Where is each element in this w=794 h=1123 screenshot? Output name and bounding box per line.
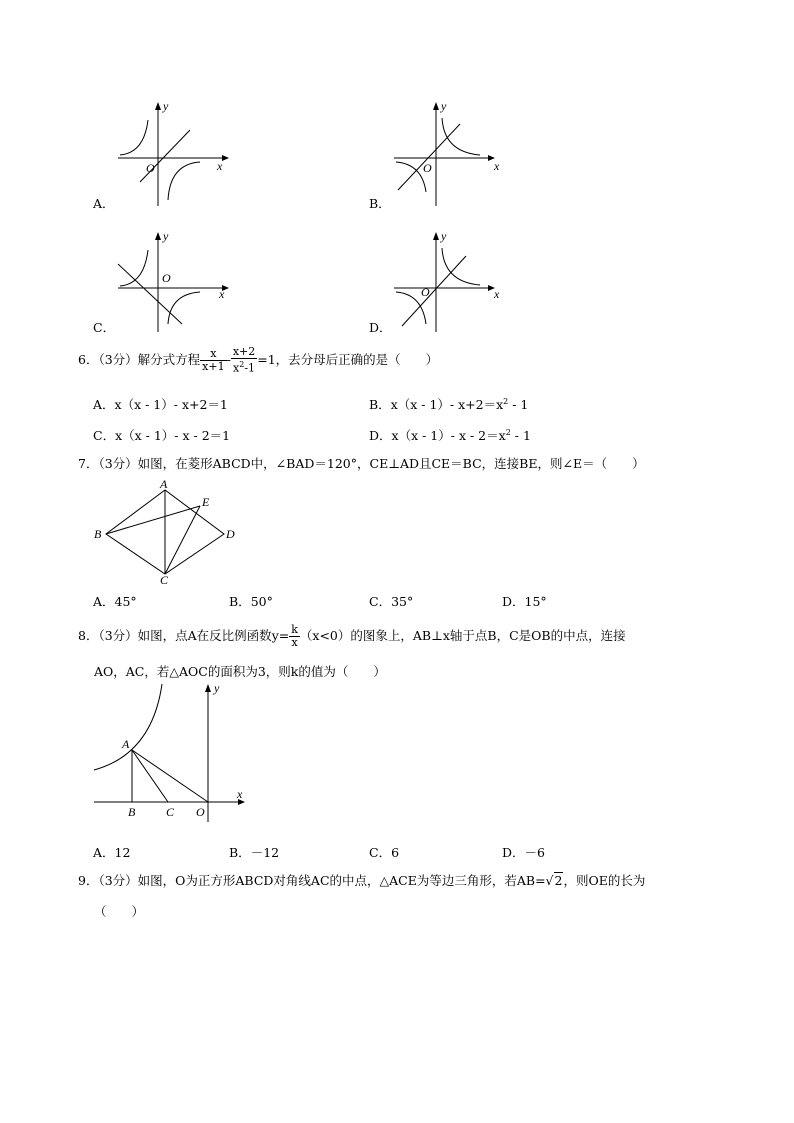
fraction-2: $\frac{x+2}{x^2-1}$: [232, 345, 256, 375]
y-axis-label: y: [163, 229, 169, 243]
hyperbola-figure: [90, 680, 255, 825]
q8-option-d[interactable]: D．－6: [502, 845, 545, 860]
point-c: C: [166, 805, 175, 819]
q6-option-b[interactable]: B．x（x - 1）- $x+2=x^2 - 1$: [369, 396, 529, 412]
option-c-label: C．: [93, 320, 116, 335]
point-b: B: [94, 527, 102, 541]
y-axis-label: y: [441, 229, 447, 243]
fraction-k-over-x: $\frac{k}{x}$: [291, 623, 298, 649]
origin-label: O: [196, 805, 205, 819]
point-a: A: [122, 737, 130, 751]
question-9-stem-line1: 9．（3分）如图，O为正方形ABCD对角线AC的中点，△ACE为等边三角形，若AB=√2，则OE的长为: [78, 873, 646, 888]
option-b-label: B．: [369, 196, 391, 211]
rhombus-figure: [90, 478, 240, 586]
origin-label: O: [423, 161, 432, 175]
x-axis-label: x: [494, 159, 500, 173]
q8-option-c[interactable]: C．6: [369, 845, 400, 860]
q6-option-c[interactable]: C．x（x - 1）- x - 2＝1: [93, 428, 231, 443]
q7-option-c[interactable]: C．35°: [369, 594, 414, 609]
origin-label: O: [162, 271, 171, 285]
origin-label: O: [421, 285, 430, 299]
q7-option-b[interactable]: B．50°: [229, 594, 273, 609]
q8-option-b[interactable]: B．－12: [229, 845, 280, 860]
point-c: C: [160, 573, 169, 586]
point-a: A: [160, 478, 168, 491]
origin-label: O: [146, 161, 155, 175]
y-axis-label: y: [214, 681, 220, 695]
q7-option-a[interactable]: A．45°: [93, 594, 137, 609]
option-d-label: D．: [369, 320, 392, 335]
y-axis-label: y: [163, 100, 169, 113]
q8-option-a[interactable]: A．12: [93, 845, 131, 860]
question-8-stem-line1: 8．（3分）如图，点A在反比例函数y= $\frac{k}{x}$ （x<0）的图象上，AB⊥x轴于点B，C是OB的中点，连接: [78, 623, 626, 649]
point-e: E: [202, 495, 210, 509]
sqrt-symbol: √: [545, 873, 554, 888]
x-axis-label: x: [219, 287, 225, 301]
x-axis-label: x: [217, 159, 223, 173]
x-axis-label: x: [237, 787, 243, 801]
y-axis-label: y: [441, 100, 447, 113]
point-b: B: [128, 805, 136, 819]
x-axis-label: x: [494, 287, 500, 301]
q7-option-d[interactable]: D．15°: [502, 594, 547, 609]
q6-option-a[interactable]: A．x（x - 1）- x+2＝1: [93, 397, 228, 412]
q6-option-d[interactable]: D．x（x - 1）- $x - 2=x^2 - 1$: [369, 427, 531, 443]
question-9-answer-blank: （ ）: [94, 904, 145, 919]
question-6-stem: 6．（3分）解分式方程 $\frac{x}{x+1}$ - $\frac{x+2}{x^2-1}$ =1，去分母后正确的是（ ）: [78, 345, 439, 375]
point-d: D: [226, 527, 235, 541]
question-8-stem-line2: AO，AC，若△AOC的面积为3，则k的值为（ ）: [94, 664, 386, 679]
fraction-1: $\frac{x}{x+1}$: [202, 347, 225, 373]
question-7-stem: 7．（3分）如图，在菱形ABCD中，∠BAD＝120°，CE⊥AD且CE＝BC，连接BE，则∠E＝（ ）: [78, 456, 645, 471]
option-a-label: A．: [93, 196, 115, 211]
